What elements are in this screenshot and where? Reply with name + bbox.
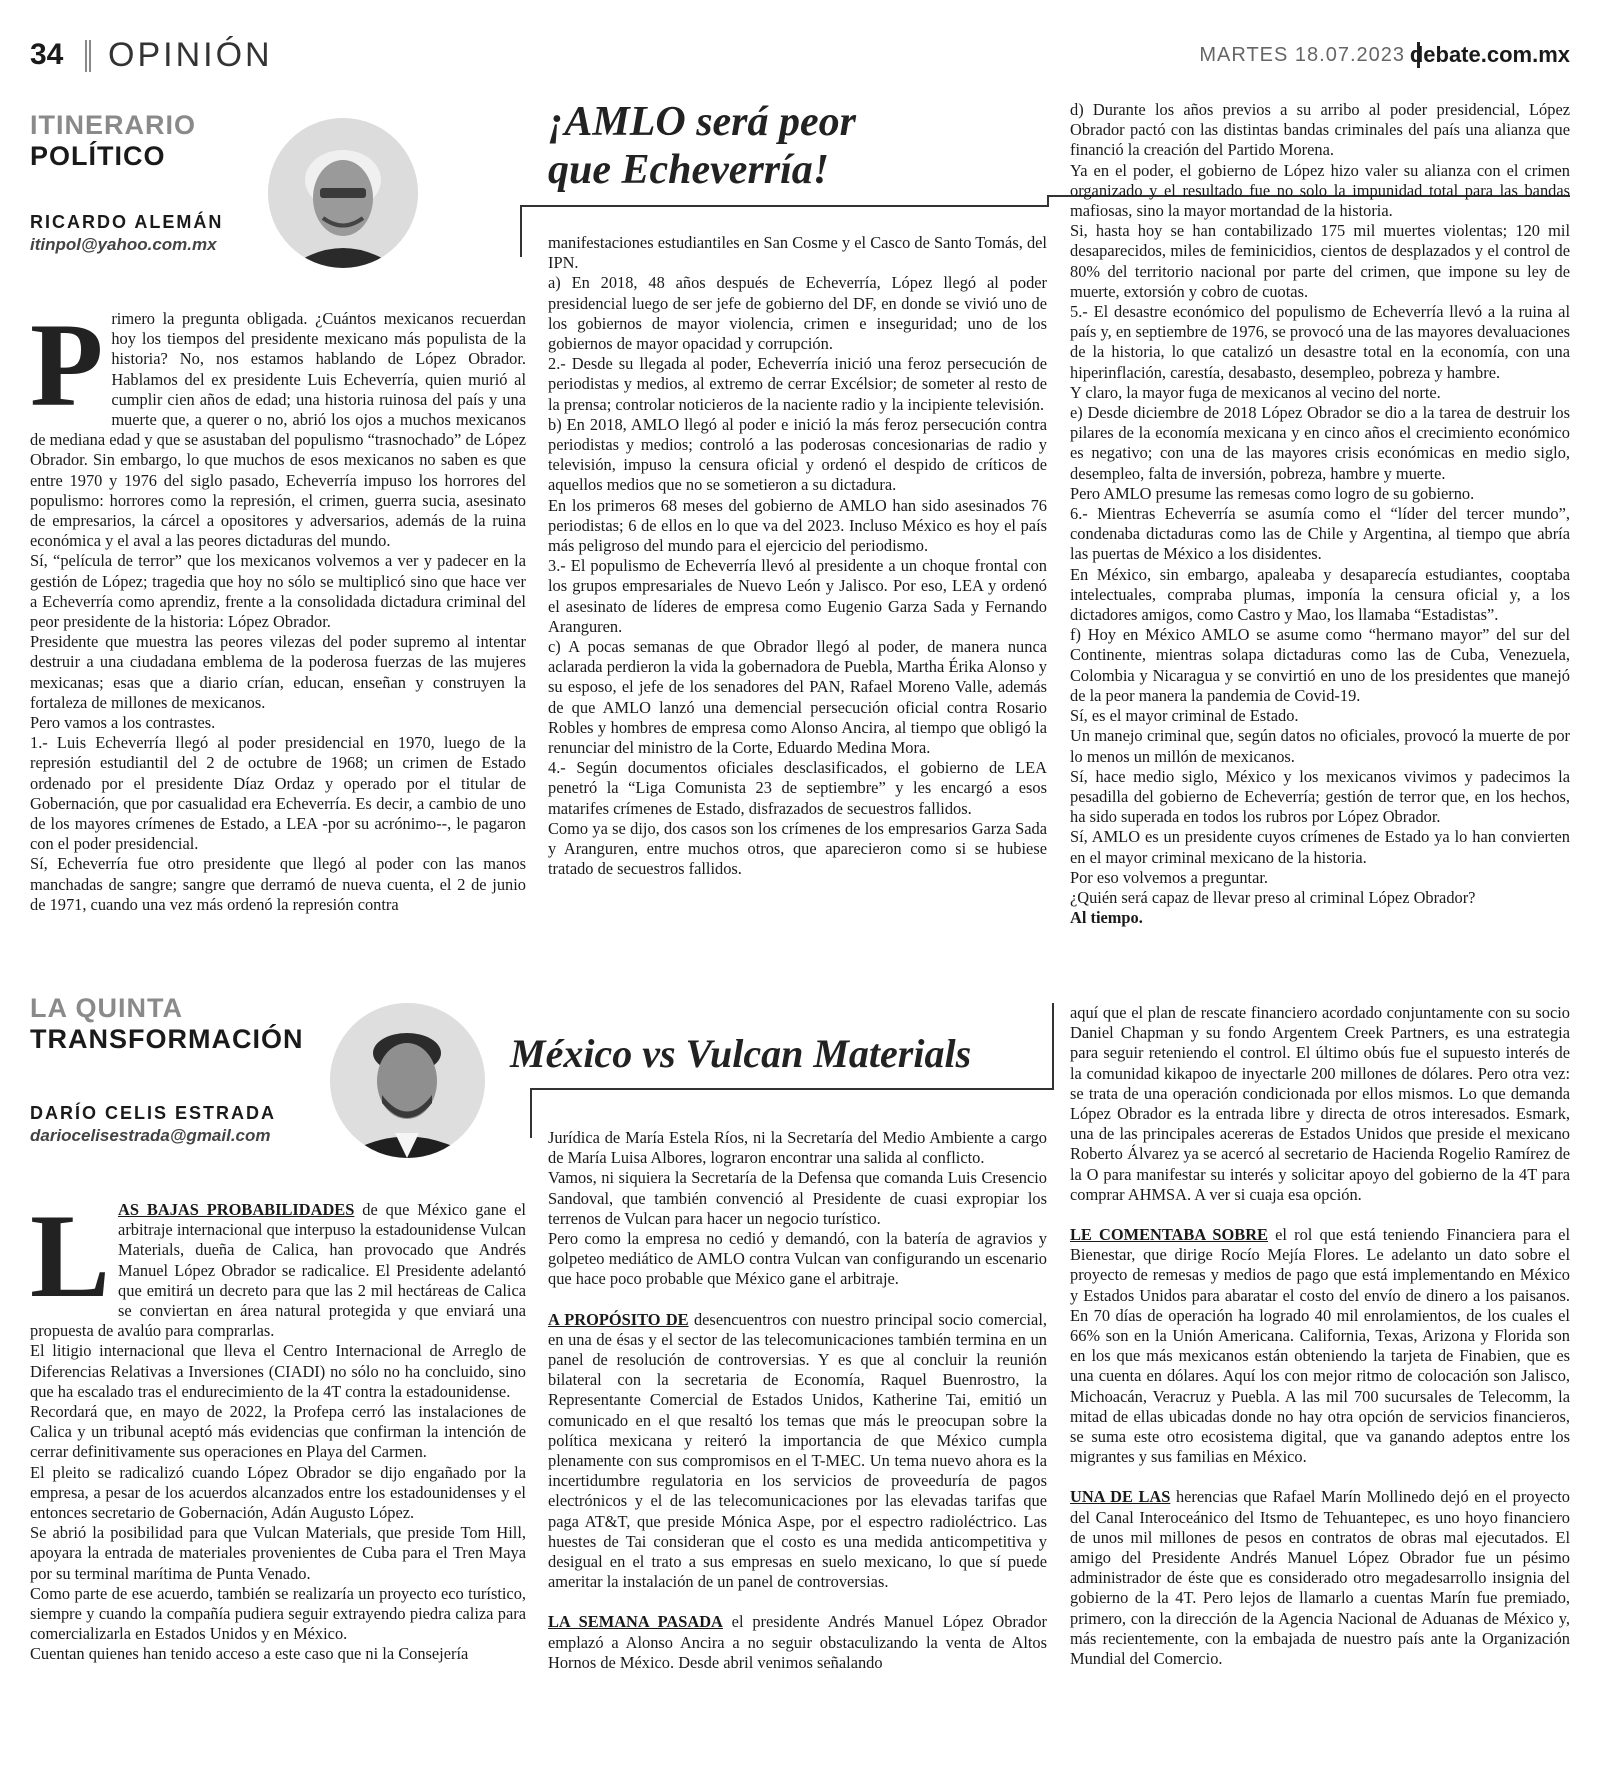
paragraph: ¿Quién será capaz de llevar preso al criminal López Obrador?	[1070, 887, 1476, 907]
paragraph: a) En 2018, 48 años después de Echeverría, López llegó al poder presidencial luego de ser jefe de gobierno del DF, en donde se vivió uno de los gobiernos de mayor violencia, crimen e inseguridad; uno de los gobiernos de mayor opacidad y corrupción.	[548, 273, 1047, 354]
paragraph: Por eso volvemos a preguntar.	[1070, 867, 1269, 887]
paragraph: aquí que el plan de rescate financiero acordado conjuntamente con su socio Daniel Chapman y su fondo Argentem Creek Partners, es una estrategia para seguir reteniendo el control. El último obús fue el supuesto interés de la comunidad kikapoo de inyectarle 200 millones de dólares. Pero otra vez: se trata de una operación condicionada por ellos mismos. Lo que demanda López Obrador es la entrada libre y directa de otros interesados. Esmark, una de las principales acereras de Estados Unidos que preside el mexicano Roberto Álvarez ya se acercó al secretario de Hacienda Rogelio Ramírez de la O para manifestar su interés y solicitar apoyo del gobierno de la 4T para comprar AHMSA. A ver si cuaja esa opción.	[1070, 1003, 1570, 1204]
paragraph: 5.- El desastre económico del populismo de Echeverría llevó a la ruina al país y, en septiembre de 1976, se provocó una de las mayores devaluaciones de la historia, lo que catalizó un desastre total en la economía, con una hiperinflación, carestía, desabasto, desempleo, pobreza y hambre.	[1070, 302, 1570, 382]
paragraph: Presidente que muestra las peores vilezas del poder supremo al intentar destruir a una ciudadana emblema de la poderosa fuerzas de las mujeres mexicanas; esas que a diario crían, educan, enseñan y construyen la fortaleza de millones de mexicanos.	[30, 632, 526, 712]
item-text: el presidente Andrés Manuel López Obrador emplazó a Alonso Ancira a no seguir obstaculizando la venta de Altos Hornos de México. Desde abril venimos señalando	[548, 1612, 1047, 1672]
headline-line-1: ¡AMLO será peor	[548, 99, 857, 145]
paragraph: 3.- El populismo de Echeverría llevó al presidente a un choque frontal con los grupos empresariales de Nuevo León y Jalisco. Por eso, LEA y ordenó el asesinato de líderes de empresa como Eugenio Garza Sada y Fernando Aranguren.	[548, 556, 1047, 636]
paragraph: Y claro, la mayor fuga de mexicanos al vecino del norte.	[1070, 382, 1441, 402]
item-highlight: A PROPÓSITO DE	[548, 1309, 689, 1329]
rule-vertical	[520, 205, 522, 257]
issue-date: MARTES 18.07.2023	[1199, 44, 1405, 66]
paragraph: Como ya se dijo, dos casos son los crímenes de los empresarios Garza Sada y Aranguren, entre muchos otros, que aparecieron como si se hubiese tratado de secuestros fallidos.	[548, 818, 1047, 879]
article-column	[1070, 100, 1570, 928]
column-kicker: LA QUINTA	[30, 993, 183, 1023]
paragraph: Ya en el poder, el gobierno de López hizo valer su alianza con el crimen organizado y el resultado fue no solo la impunidad total para las bandas mafiosas, sino la mayor mortandad de la historia.	[1070, 160, 1570, 221]
rule-horizontal	[520, 205, 1047, 207]
rule-horizontal	[530, 1088, 1052, 1090]
rule-vertical	[530, 1088, 532, 1138]
item-text: desencuentros con nuestro principal socio comercial, en una de ésas y el sector de las telecomunicaciones también termina en un panel de resolución de controversias. Y es que al concluir la reunión bilateral con la secretaria de Economía, Raquel Buenrostro, la Representante Comercial de Estados Unidos, Katherine Tai, emitió un comunicado en el que resaltó los temas que más le preocupan sobre la política mexicana y reiteró la importancia de que México cumpla plenamente con sus compromisos en el T-MEC. Un tema nuevo ahora es la incertidumbre regulatoria en los servicios de proveeduría de pagos electrónicos y el de las telecomunicaciones por las elevadas tarifas que paga AT&T, que preside Mónica Aspe, por el espectro radioléctrico. Las huestes de Tai consideran que el costo es una medida anticompetitiva y desigual en el trato a sus empresas en suelo mexicano, lo que sí puede ameritar la instalación de un panel de controversias.	[548, 1309, 1047, 1592]
paragraph: En los primeros 68 meses del gobierno de AMLO han sido asesinados 76 periodistas; 6 de ellos en lo que va del 2023. Incluso México es hoy el país más peligroso del mundo para el ejercicio del periodismo.	[548, 495, 1047, 556]
article-column	[548, 233, 1047, 880]
section-title: OPINIÓN	[108, 36, 273, 74]
item-highlight: LA SEMANA PASADA	[548, 1612, 723, 1632]
paragraph: rimero la pregunta obligada. ¿Cuántos mexicanos recuerdan hoy los tiempos del presidente mexicano más populista de la historia? No, nos estamos hablando de López Obrador. Hablamos del ex presidente Luis Echeverría, quien murió al cumplir cien años de edad; una historia ruinosa del país y una muerte que, a querer o no, abrió los ojos a muchos mexicanos de mediana edad y que se asustaban del populismo “trasnochado” de López Obrador. Sin embargo, lo que muchos de esos mexicanos no saben es que entre 1970 y 1976 del siglo pasado, Echeverría impuso los horrores del populismo: horrores como la represión, el crimen, guerra sucia, asesinato de empresarios, la cárcel a opositores y adversarios, además de la ruina económica y el aval a las peores dictaduras del mundo.	[30, 309, 526, 551]
paragraph: 1.- Luis Echeverría llegó al poder presidencial en 1970, luego de la represión estudiantil del 2 de octubre de 1968; un crimen de Estado ordenado por el presidente Díaz Ordaz y operado por el titular de Gobernación, que por casualidad era Echeverría. Es decir, a cambio de uno de los mayores crímenes de Estado, a LEA -por su acrónimo--, le pagaron con el poder presidencial.	[30, 733, 526, 854]
author-photo	[268, 118, 418, 268]
paragraph: Cuentan quienes han tenido acceso a este caso que ni la Consejería	[30, 1644, 469, 1664]
paragraph: Pero como la empresa no cedió y demandó, con la batería de agravios y golpeteo mediático de AMLO contra Vulcan van configurando un escenario que hace poco probable que México gane el arbitraje.	[548, 1229, 1047, 1289]
author-name: RICARDO ALEMÁN	[30, 212, 224, 232]
item-text: herencias que Rafael Marín Mollinedo dejó en el proyecto del Canal Interoceánico del Itsmo de Tehuantepec, es uno hoyo financiero de unos mil millones de pesos en contratos de obras mal ejecutados. El amigo del Presidente Andrés Manuel López Obrador fue un pésimo administrador de éste que es considerado otro megadesarrollo insignia del gobierno de la 4T. Pero lejos de llamarlo a cuentas Marín fue premiado, primero, con la dirección de la Agencia Nacional de Aduanas de México y, más recientemente, con la embajada de nuestro país ante la Organización Mundial del Comercio.	[1070, 1487, 1570, 1669]
author-email[interactable]: dariocelisestrada@gmail.com	[30, 1126, 271, 1145]
paragraph: Recordará que, en mayo de 2022, la Profepa cerró las instalaciones de Calica y un tribunal aceptó más evidencias que confirman la intención de cerrar definitivamente sus operaciones en Playa del Carmen.	[30, 1402, 526, 1462]
paragraph	[1070, 1487, 1570, 1669]
item-highlight: UNA DE LAS	[1070, 1487, 1171, 1507]
drop-cap: P	[30, 298, 104, 431]
paragraph	[548, 1612, 1047, 1673]
paragraph: Si, hasta hoy se han contabilizado 175 mil muertes violentas; 120 mil desaparecidos, miles de feminicidios, cientos de desplazados y el control de 80% del territorio nacional por parte del crimen, que impone su ley de muerte, extorsión y cobro de cuotas.	[1070, 221, 1570, 301]
paragraph: El pleito se radicalizó cuando López Obrador se dijo engañado por la empresa, a pesar de los acuerdos alcanzados entre los estadounidenses y el entonces secretario de Gobernación, Adán Augusto López.	[30, 1462, 526, 1523]
paragraph: Se abrió la posibilidad para que Vulcan Materials, que preside Tom Hill, apoyara la entrada de materiales provenientes de Cuba para el Tren Maya por su terminal marítima de Punta Venado.	[30, 1523, 526, 1583]
paragraph: manifestaciones estudiantiles en San Cosme y el Casco de Santo Tomás, del IPN.	[548, 233, 1047, 273]
drop-cap: L	[30, 1189, 111, 1322]
article-column	[548, 1128, 1047, 1673]
paragraph: Sí, hace medio siglo, México y los mexicanos vivimos y padecimos la pesadilla del gobierno de Echeverría; gestión de terror que, en los hechos, ha sido superada en todos los rubros por López Obrador.	[1070, 766, 1570, 827]
paragraph: 4.- Según documentos oficiales desclasificados, el gobierno de LEA penetró la “Liga Comunista 23 de septiembre” y les encargó a esos matarifes crímenes de Estado, disfrazados de secuestros fallidos.	[548, 758, 1047, 818]
page-number: 34	[30, 38, 64, 71]
paragraph: f) Hoy en México AMLO se asume como “hermano mayor” del sur del Continente, mientras solapa dictaduras como las de Cuba, Venezuela, Colombia y Nicaragua y se convirtió en uno de los presidentes que manejó de la peor manera la pandemia de Covid-19.	[1070, 625, 1570, 705]
paragraph: e) Desde diciembre de 2018 López Obrador se dio a la tarea de destruir los pilares de la economía mexicana y en cinco años el crecimiento económico es negativo; con una de las mayores crisis económicas en medio siglo, desempleo, falta de inversión, pobreza, hambre y muerte.	[1070, 403, 1570, 483]
paragraph: Jurídica de María Estela Ríos, ni la Secretaría del Medio Ambiente a cargo de María Luisa Albores, lograron encontrar una salida al conflicto.	[548, 1128, 1047, 1168]
headline-line-2: que Echeverría!	[548, 147, 830, 193]
author-photo	[330, 1003, 485, 1158]
paragraph	[548, 1310, 1047, 1593]
paragraph: c) A pocas semanas de que Obrador llegó al poder, de manera nunca aclarada perdieron la vida la gobernadora de Puebla, Martha Érika Alonso y su esposo, el jefe de los senadores del PAN, Rafael Moreno Valle, además de que AMLO lanzó una demencial persecución oficial contra Rosario Robles y hombres de empresa como Alonso Ancira, al tiempo que obligó la renunciar del ministro de la Corte, Eduardo Medina Mora.	[548, 637, 1047, 758]
paragraph: Un manejo criminal que, según datos no oficiales, provocó la muerte de por lo menos un millón de mexicanos.	[1070, 726, 1570, 766]
paragraph: Sí, “película de terror” que los mexicanos volvemos a ver y padecer en la gestión de López; tragedia que hoy no sólo se multiplicó sino que hace ver a Echeverría como aprendiz, frente a la consolidada dictadura criminal del peor presidente de la historia: López Obrador.	[30, 551, 526, 632]
paragraph: Sí, AMLO es un presidente cuyos crímenes de Estado ya lo han convierten en el mayor criminal mexicano de la historia.	[1070, 827, 1570, 867]
paragraph: 2.- Desde su llegada al poder, Echeverría inició una feroz persecución de periodistas y medios, al extremo de cerrar Excélsior; de someter al resto de la prensa; controlar noticieros de la naciente radio y la incipiente televisión.	[548, 354, 1047, 414]
author-name: DARÍO CELIS ESTRADA	[30, 1103, 277, 1123]
paragraph: Vamos, ni siquiera la Secretaría de la Defensa que comanda Luis Cresencio Sandoval, que también convenció al Presidente de cuasi expropiar los terrenos de Vulcan para hacer un negocio turístico.	[548, 1168, 1047, 1228]
paragraph: En México, sin embargo, apaleaba y desaparecía estudiantes, cooptaba intelectuales, compraba plumas, imponía la censura oficial y, a los dictadores amigos, como Castro y Mao, los llamaba “Estadistas”.	[1070, 564, 1570, 625]
paragraph: Pero vamos a los contrastes.	[30, 713, 216, 733]
paragraph: Sí, Echeverría fue otro presidente que llegó al poder con las manos manchadas de sangre; sangre que derramó de nueva cuenta, el 2 de junio de 1971, cuando una vez más ordenó la represión contra	[30, 854, 526, 914]
item-highlight: LE COMENTABA SOBRE	[1070, 1225, 1268, 1245]
article-column	[30, 1189, 526, 1665]
article-column	[30, 298, 526, 915]
paragraph: Pero AMLO presume las remesas como logro de su gobierno.	[1070, 483, 1475, 503]
sign-off: Al tiempo.	[1070, 908, 1143, 928]
paragraph: El litigio internacional que lleva el Centro Internacional de Arreglo de Diferencias Relativas a Inversiones (CIADI) no sólo no ha concluido, sino que ha escalado tras el endurecimiento de la 4T contra la estadounidense.	[30, 1341, 526, 1401]
paragraph: d) Durante los años previos a su arribo al poder presidencial, López Obrador pactó con las distintas bandas criminales del país una alianza que financió la creación del Partido Morena.	[1070, 100, 1570, 160]
header-divider	[85, 40, 91, 72]
site-link[interactable]: debate.com.mx	[1409, 42, 1570, 67]
lead-text: de que México gane el arbitraje internacional que interpuso la estadounidense Vulcan Materials, dueña de Calica, han provocado que Andrés Manuel López Obrador se radicalice. El Presidente adelantó que emitirá un decreto para que las 2 mil hectáreas de Calica se conviertan en área natural protegida y que enviará una propuesta de avalúo para comprarlas.	[30, 1200, 526, 1341]
headline: México vs Vulcan Materials	[510, 1031, 972, 1076]
paragraph: Como parte de ese acuerdo, también se realizaría un proyecto eco turístico, siempre y cuando la compañía pudiera seguir extrayendo piedra caliza para comercializarla en Estados Unidos y en México.	[30, 1583, 526, 1644]
rule-vertical	[1052, 1003, 1054, 1090]
column-name: POLÍTICO	[30, 141, 166, 171]
paragraph: 6.- Mientras Echeverría se asumía como el “líder del tercer mundo”, condenaba dictaduras como las de Chile y Argentina, al tiempo que abría las puertas de México a los disidentes.	[1070, 504, 1570, 564]
paragraph: b) En 2018, AMLO llegó al poder e inició la más feroz persecución contra periodistas y medios; controló a las poderosas concesionarias de radio y televisión, impuso la censura oficial y ordenó el despido de críticos de aquellos medios que no se sometieron a su dictadura.	[548, 414, 1047, 495]
column-kicker: ITINERARIO	[30, 110, 197, 140]
paragraph: Sí, es el mayor criminal de Estado.	[1070, 706, 1299, 726]
item-text: el rol que está teniendo Financiera para el Bienestar, que dirige Rocío Mejía Flores. Le adelanto un dato sobre el proyecto de remesas y medios de pago que está implementando en México y Estados Unidos para abaratar el costo del envío de dinero a los paisanos. En 70 días de operación ha logrado 40 mil enrolamientos, de los cuales el 66% son en la Unión Americana. California, Texas, Arizona y Florida son en los que más mexicanos están obteniendo la tarjeta de Finabien, que es una cuenta en dólares. Aquí los con mejor ritmo de colocación son Jalisco, Michoacán, Veracruz y Puebla. A las mil 700 sucursales de Telecomm, la mitad de ellas ubicadas donde no hay otra opción de servicios financieros, se suma este otro ecosistema digital, que va ganando adeptos entre los migrantes y sus familias en México.	[1070, 1225, 1571, 1467]
paragraph	[1070, 1225, 1570, 1467]
column-name: TRANSFORMACIÓN	[30, 1024, 304, 1054]
author-email[interactable]: itinpol@yahoo.com.mx	[30, 235, 217, 254]
article-column	[1070, 1003, 1570, 1669]
lead-highlight: AS BAJAS PROBABILIDADES	[118, 1200, 355, 1219]
